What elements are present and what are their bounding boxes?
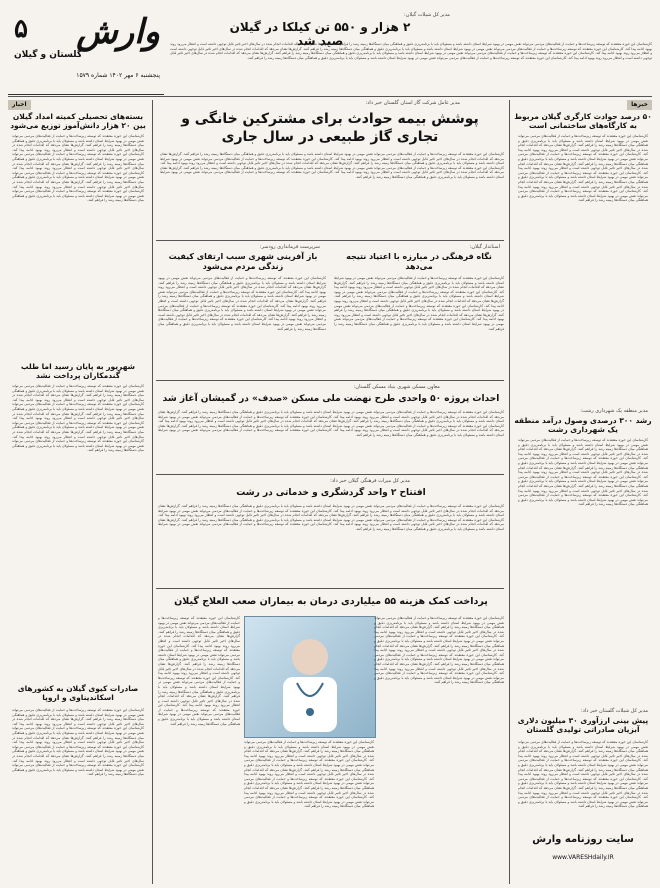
left-item3-body bbox=[12, 708, 144, 878]
fourth-row-kicker: مدیر کل میراث فرهنگی گیلان خبر داد: bbox=[330, 478, 410, 484]
right-item2-headline: رشد ۳۰۰ درصدی وصول درآمد منطقه یک شهرداری رشت bbox=[514, 416, 652, 434]
top-story-kicker: مدیر کل شیلات گیلان: bbox=[403, 12, 450, 18]
news-label: خبرها bbox=[627, 100, 652, 110]
right-item2-kicker: مدیر منطقه یک شهرداری رشت: bbox=[580, 408, 648, 414]
right-column bbox=[514, 112, 652, 882]
second-left-kicker: سرپرست فرمانداری رودسر: bbox=[259, 244, 320, 250]
fifth-row-body-right bbox=[374, 616, 504, 882]
fifth-row-body-left bbox=[158, 616, 240, 882]
left-item2-headline: شهریور به پایان رسید اما طلب گندمکاران پرداخت نشد bbox=[20, 362, 136, 380]
divider bbox=[156, 474, 504, 475]
left-item1-body bbox=[12, 134, 144, 354]
right-item3-kicker: مدیر کل شیلات گلستان خبر داد: bbox=[580, 708, 648, 714]
divider bbox=[156, 588, 504, 589]
right-item3-body bbox=[518, 740, 648, 822]
divider bbox=[156, 380, 504, 381]
top-story-headline: ۲ هزار و ۵۵۰ تن کیلکا در گیلان صید شد bbox=[229, 20, 411, 48]
medical-photo bbox=[244, 616, 376, 738]
divider bbox=[8, 96, 652, 97]
second-left-body bbox=[158, 276, 326, 376]
newspaper-logo: وارش bbox=[76, 12, 160, 52]
subscribe-banner: سایت روزنامه وارش bbox=[532, 834, 634, 845]
akhbar-label: اخبار bbox=[8, 100, 31, 110]
left-item2-body bbox=[12, 384, 144, 678]
website-link[interactable]: www.VARESHdaily.IR bbox=[552, 854, 614, 861]
fifth-row-body-center bbox=[244, 740, 374, 882]
left-item3-headline: صادرات کیوی گیلان به کشورهای اسکاندیناوی و اروپا bbox=[17, 684, 139, 702]
third-row-headline: احداث پروژه ۵۰ واحدی طرح نهضت ملی مسکن «صدف» در گمیشان آغاز شد bbox=[162, 394, 500, 404]
second-right-headline: نگاه فرهنگی در مبارزه با اعتیاد نتیجه می‌دهد bbox=[346, 252, 492, 271]
second-right-body bbox=[334, 276, 504, 376]
masthead bbox=[8, 10, 164, 95]
divider bbox=[156, 240, 504, 241]
second-left-headline: باز آفرینی شهری سبب ارتقای کیفیت زندگی مردم می‌شود bbox=[168, 252, 318, 271]
divider bbox=[152, 100, 153, 884]
right-item1-body bbox=[518, 134, 648, 402]
section-name: گلستان و گیلان bbox=[14, 50, 83, 60]
left-item1-headline: بسته‌های تحصیلی کمیته امداد گیلان بین ۲۰ هزار دانش‌آموز توزیع می‌شود bbox=[10, 112, 146, 130]
right-item3-headline: پیش بینی ارزآوری ۳۰ میلیون دلاری آبزیان صادراتی تولیدی گلستان bbox=[517, 716, 649, 734]
main-story-kicker: مدیر عامل شرکت گاز استان گلستان خبر داد: bbox=[365, 100, 460, 106]
divider bbox=[509, 100, 510, 884]
main-story-headline: پوشش بیمه حوادث برای مشترکین خانگی و تجاری گاز طبیعی در سال جاری bbox=[181, 111, 479, 145]
fourth-row-headline: افتتاح ۲ واحد گردشگری و خدماتی در رشت bbox=[236, 488, 426, 498]
third-row-body bbox=[158, 410, 504, 470]
fourth-row-body bbox=[158, 504, 504, 584]
right-item2-body bbox=[518, 438, 648, 700]
doctor-illustration bbox=[245, 617, 375, 737]
page-number: ۵ bbox=[14, 14, 28, 44]
top-story-body bbox=[170, 42, 652, 94]
main-story-body bbox=[160, 152, 504, 236]
second-right-kicker: استاندار گیلان: bbox=[469, 244, 500, 250]
third-row-kicker: معاون مسکن شهری بنیاد مسکن گلستان: bbox=[353, 384, 440, 390]
fifth-row-headline: پرداخت کمک هزینه ۵۵ میلیاردی درمان به بیماران صعب العلاج گیلان bbox=[174, 596, 488, 607]
right-item1-headline: ۵۰ درصد حوادث کارگری گیلان مربوط به کارگاه‌های ساختمانی است bbox=[514, 112, 652, 130]
left-column bbox=[8, 112, 148, 882]
dateline: پنجشنبه ۶ مهر ۱۴۰۲ شماره ۱۵۷۹ bbox=[76, 72, 160, 79]
